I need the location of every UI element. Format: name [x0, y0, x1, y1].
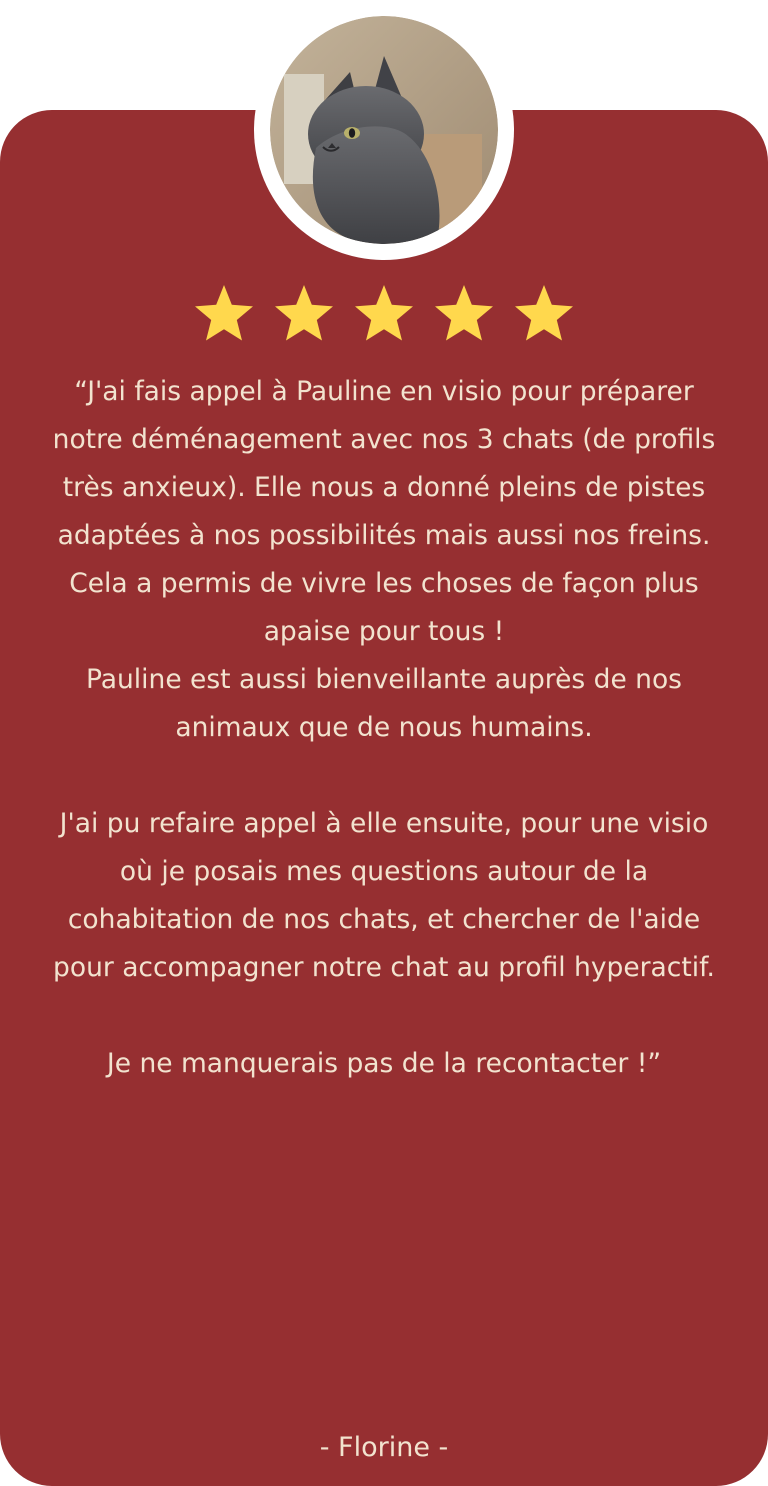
star-icon — [272, 282, 336, 346]
paragraph-gap — [40, 992, 728, 1040]
testimonial-paragraph: Je ne manquerais pas de la recontacter !” — [106, 1048, 662, 1079]
testimonial-paragraph: Pauline est aussi bienveillante auprès de nos animaux que de nous humains. — [85, 664, 682, 743]
paragraph-gap — [40, 752, 728, 800]
star-icon — [352, 282, 416, 346]
star-icon — [192, 282, 256, 346]
testimonial-paragraph: J'ai pu refaire appel à elle ensuite, pour une visio où je posais mes questions autour de la cohabitation de nos chats, et chercher de l'aide pour accompagner notre chat au profil hyperactif. — [53, 808, 715, 983]
testimonial-text — [40, 368, 728, 1088]
star-icon — [432, 282, 496, 346]
rating-stars — [0, 282, 768, 346]
avatar-ring — [254, 0, 514, 260]
author-signature: - Florine - — [319, 1432, 449, 1463]
testimonial-paragraph: “J'ai fais appel à Pauline en visio pour préparer notre déménagement avec nos 3 chats (de profils très anxieux). Elle nous a donné pleins de pistes adaptées à nos possibilités mais aussi nos freins. Cela a permis de vivre les choses de façon plus apaise pour tous ! — [52, 376, 716, 647]
star-icon — [512, 282, 576, 346]
avatar — [270, 16, 498, 244]
